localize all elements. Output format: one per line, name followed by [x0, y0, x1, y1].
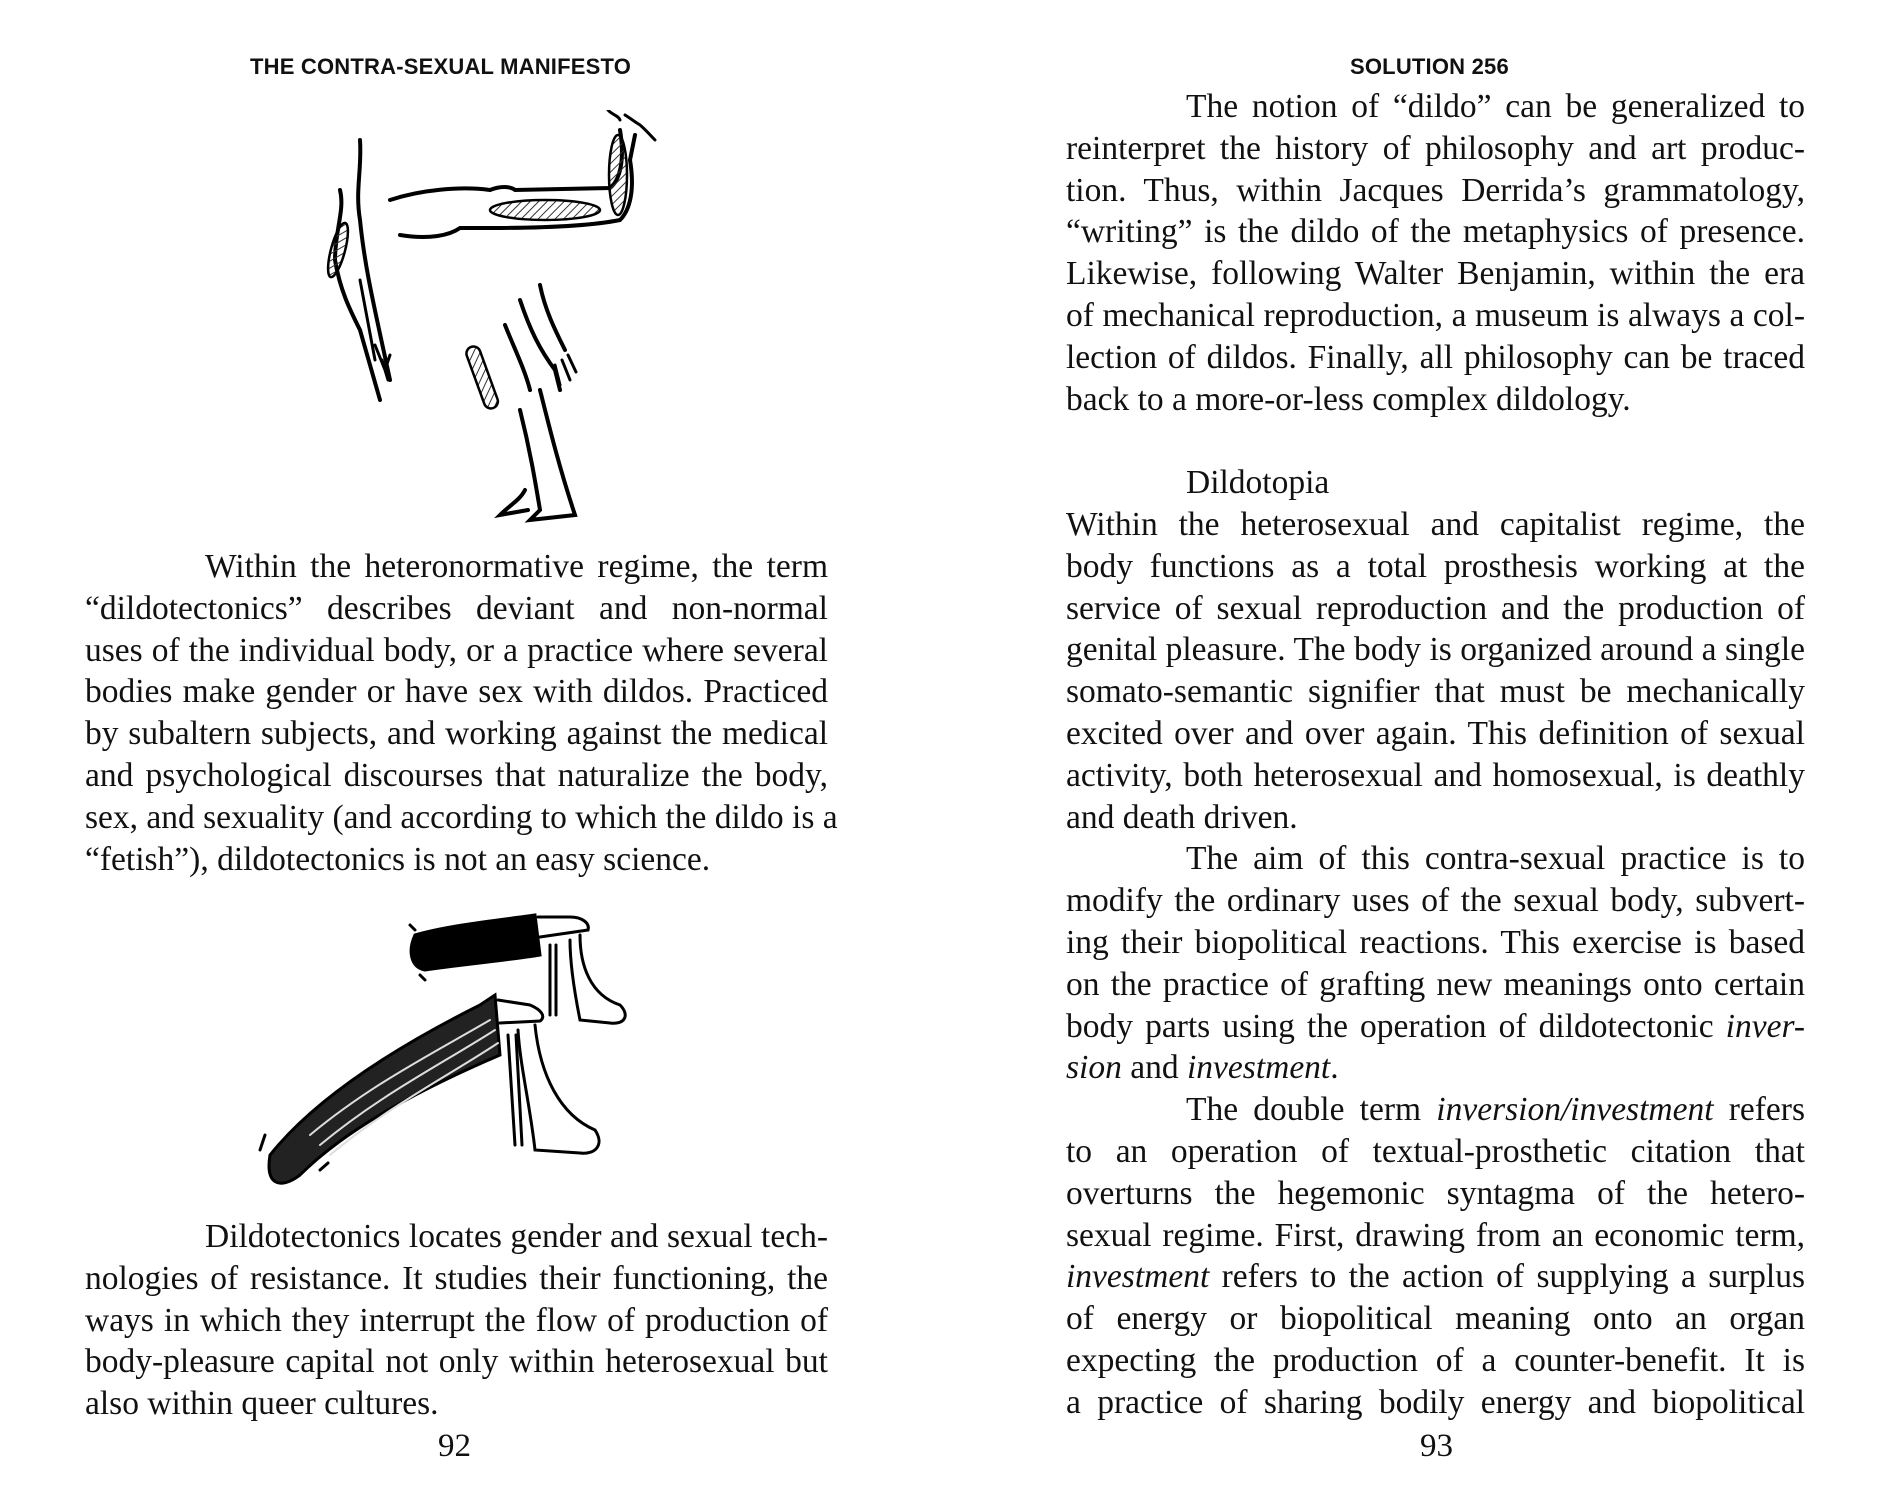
text-line: back to a more-or-less complex dildology.: [1066, 380, 1631, 418]
text-line: Likewise, following Walter Benjamin, within the era: [1066, 255, 1805, 293]
right-paragraph-2: [1066, 504, 1805, 1424]
text-line: genital pleasure. The body is organized around a single: [1066, 631, 1805, 669]
text-line: of energy or biopolitical meaning onto an organ: [1066, 1300, 1805, 1338]
text-line: “writing” is the dildo of the metaphysics of presence.: [1066, 213, 1805, 251]
text-line: The aim of this contra-sexual practice is to: [1186, 840, 1805, 878]
text-run: refers: [1713, 1091, 1805, 1129]
left-page: [0, 0, 940, 1500]
text-line: modify the ordinary uses of the sexual body, subvert-: [1066, 882, 1805, 920]
text-line: somato-semantic signifier that must be mechanically: [1066, 673, 1805, 711]
text-line: service of sexual reproduction and the production of: [1066, 589, 1805, 627]
text-line: a practice of sharing bodily energy and biopolitical: [1066, 1383, 1805, 1421]
running-head-right: SOLUTION 256: [1350, 54, 1509, 79]
text-line: activity, both heterosexual and homosexual, is deathly: [1066, 756, 1805, 794]
text-line: [1066, 1006, 1805, 1048]
text-line: body-pleasure capital not only within heterosexual but: [85, 1343, 828, 1381]
italic-term: inversion/investment: [1436, 1091, 1714, 1129]
running-head-left: THE CONTRA-SEXUAL MANIFESTO: [250, 54, 632, 79]
text-line: tion. Thus, within Jacques Derrida’s grammatology,: [1066, 171, 1805, 209]
text-line: lection of dildos. Finally, all philosophy can be traced: [1066, 338, 1805, 376]
text-line: bodies make gender or have sex with dildos. Practiced: [85, 673, 828, 711]
text-line: reinterpret the history of philosophy and art produc-: [1066, 129, 1805, 167]
italic-term: sion: [1066, 1049, 1122, 1087]
text-line: “dildotectonics” describes deviant and non-normal: [85, 589, 828, 627]
text-line: uses of the individual body, or a practice where several: [85, 631, 828, 669]
right-paragraph-1: [1066, 86, 1805, 420]
italic-term: investment: [1066, 1258, 1210, 1296]
text-line: to an operation of textual-prosthetic citation that: [1066, 1132, 1805, 1170]
text-line: Within the heteronormative regime, the term: [205, 548, 828, 585]
text-line: ing their biopolitical reactions. This exercise is based: [1066, 923, 1805, 961]
text-run: refers to the action of supplying a surplus: [1209, 1258, 1805, 1296]
text-line: Within the heterosexual and capitalist regime, the: [1066, 506, 1805, 543]
text-line: expecting the production of a counter-benefit. It is: [1066, 1341, 1805, 1379]
text-line: and psychological discourses that naturalize the body,: [85, 756, 828, 794]
text-line: also within queer cultures.: [85, 1385, 439, 1423]
text-line: The notion of “dildo” can be generalized to: [1186, 88, 1805, 125]
italic-term: investment: [1186, 1049, 1331, 1087]
left-paragraph-1: [85, 546, 838, 880]
text-line: [1066, 1047, 1805, 1089]
italic-term: inver-: [1725, 1007, 1805, 1045]
text-run: and: [1121, 1049, 1187, 1087]
text-line: [1066, 1089, 1805, 1131]
text-line: and death driven.: [1066, 798, 1298, 836]
text-line: body functions as a total prosthesis working at the: [1066, 547, 1805, 585]
text-line: [1066, 1256, 1805, 1298]
text-line: sex, and sexuality (and according to which the dildo is a: [85, 798, 838, 836]
text-line: nologies of resistance. It studies their functioning, the: [85, 1259, 828, 1297]
right-page: [940, 0, 1887, 1500]
text-line: overturns the hegemonic syntagma of the hetero-: [1066, 1174, 1805, 1212]
limbs-illustration: [290, 110, 690, 530]
left-paragraph-2: [85, 1216, 828, 1425]
text-line: sexual regime. First, drawing from an economic term,: [1066, 1216, 1805, 1254]
page-number-right: 93: [1420, 1428, 1453, 1464]
text-line: on the practice of grafting new meanings onto certain: [1066, 965, 1805, 1003]
text-line: “fetish”), dildotectonics is not an easy science.: [85, 840, 711, 878]
page-number-left: 92: [438, 1428, 471, 1464]
text-run: The double term: [1186, 1091, 1437, 1129]
text-line: Dildotectonics locates gender and sexual tech-: [205, 1218, 828, 1255]
text-run: .: [1330, 1049, 1339, 1087]
dildos-heels-illustration: [250, 905, 670, 1195]
text-run: body parts using the operation of dildotectonic: [1066, 1007, 1726, 1045]
text-line: of mechanical reproduction, a museum is always a col-: [1066, 296, 1805, 334]
text-line: by subaltern subjects, and working against the medical: [85, 715, 828, 753]
text-line: excited over and over again. This definition of sexual: [1066, 714, 1805, 752]
section-heading: Dildotopia: [1186, 464, 1330, 501]
text-line: ways in which they interrupt the flow of production of: [85, 1301, 828, 1339]
